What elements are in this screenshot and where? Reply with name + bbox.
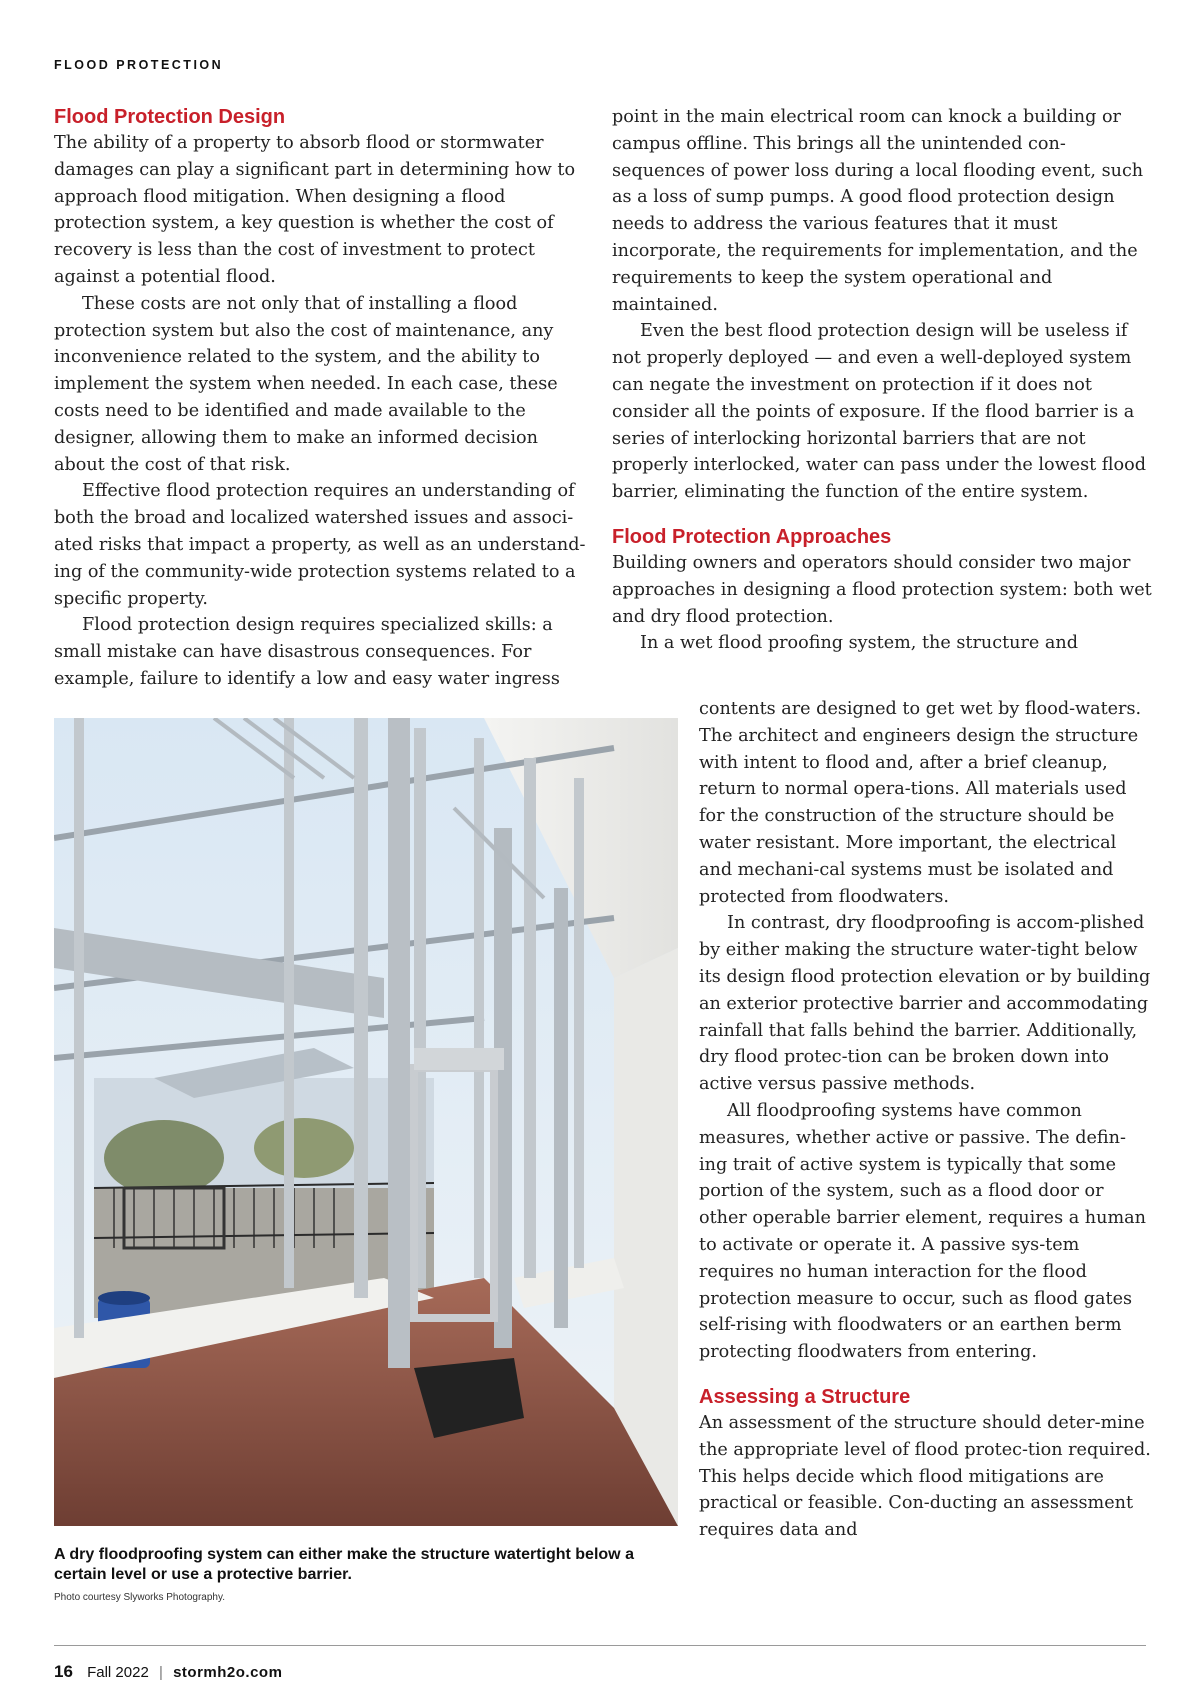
- lobby-illustration: [54, 718, 678, 1526]
- page-number: 16: [54, 1662, 73, 1681]
- figure-caption: A dry floodproofing system can either make the structure watertight below a certain level or use a protective barrier.: [54, 1546, 634, 1583]
- issue-date: Fall 2022: [87, 1664, 149, 1681]
- narrow-column: [699, 696, 1151, 1544]
- website-link[interactable]: stormh2o.com: [173, 1664, 283, 1681]
- page-footer: [54, 1662, 282, 1682]
- building-lobby-photo: [54, 718, 678, 1526]
- paragraph: Flood protection design requires specialized skills: a small mistake can have disastrous consequences. For example, failure to identify a low and easy water ingress: [54, 615, 560, 689]
- paragraph: contents are designed to get wet by flood-waters. The architect and engineers design the structure with intent to flood and, after a brief cleanup, return to normal opera-tions. All materials used for the construction of the structure should be water resistant. More important, the electrical and mechani-cal systems must be isolated and protected from floodwaters.: [699, 699, 1142, 907]
- paragraph: Effective flood protection requires an understanding of both the broad and localized watershed issues and associ-ated risks that impact a property, as well as an understand-ing of the community-wide protection systems related to a specific property.: [54, 481, 586, 609]
- right-column: [612, 104, 1152, 657]
- paragraph: In contrast, dry floodproofing is accom-plished by either making the structure water-tight below its design flood protection elevation or by building an exterior protective barrier and accommodating rainfall that falls behind the barrier. Additionally, dry flood protec-tion can be broken down into active versus passive methods.: [699, 913, 1151, 1095]
- heading-assessing-a-structure: Assessing a Structure: [699, 1385, 911, 1408]
- paragraph: Building owners and operators should consider two major approaches in designing a flood protection system: both wet and dry flood protection.: [612, 552, 1152, 627]
- paragraph: In a wet flood proofing system, the structure and: [640, 633, 1078, 654]
- heading-flood-protection-design: Flood Protection Design: [54, 106, 286, 128]
- paragraph: The ability of a property to absorb flood or stormwater damages can play a significant part in determining how to approach flood mitigation. When designing a flood protection system, a key question is whether the cost of recovery is less than the cost of investment to protect against a potential flood.: [54, 133, 576, 287]
- left-column: [54, 104, 586, 693]
- paragraph: An assessment of the structure should deter-mine the appropriate level of flood protec-tion required. This helps decide which flood mitigations are practical or feasible. Con-ducting an assessment requires data and: [699, 1412, 1151, 1541]
- section-label: FLOOD PROTECTION: [54, 58, 224, 72]
- footer-divider: [54, 1645, 1146, 1646]
- heading-flood-protection-approaches: Flood Protection Approaches: [612, 525, 892, 548]
- paragraph: point in the main electrical room can knock a building or campus offline. This brings all the unintended con-sequences of power loss during a local flooding event, such as a loss of sump pumps. A good flood protection design needs to address the various features that it must incorporate, the requirements for implementation, and the requirements to keep the system operational and maintained.: [612, 107, 1144, 315]
- photo-credit: Photo courtesy Slyworks Photography.: [54, 1592, 226, 1603]
- footer-separator: |: [158, 1664, 163, 1681]
- paragraph: These costs are not only that of installing a flood protection system but also the cost of maintenance, any inconvenience related to the system, and the ability to implement the system when needed. In each case, these costs need to be identified and made available to the designer, allowing them to make an informed decision about the cost of that risk.: [54, 293, 558, 475]
- paragraph: Even the best flood protection design will be useless if not properly deployed — and even a well-deployed system can negate the investment on protection if it does not consider all the points of exposure. If the flood barrier is a series of interlocking horizontal barriers that are not properly interlocked, water can pass under the lowest flood barrier, eliminating the function of the entire system.: [612, 321, 1146, 503]
- paragraph: All floodproofing systems have common measures, whether active or passive. The defin-ing trait of active system is typically that some portion of the system, such as a flood door or other operable barrier element, requires a human to activate or operate it. A passive sys-tem requires no human interaction for the flood protection measure to occur, such as flood gates self-rising with floodwaters or an earthen berm protecting floodwaters from entering.: [699, 1100, 1146, 1363]
